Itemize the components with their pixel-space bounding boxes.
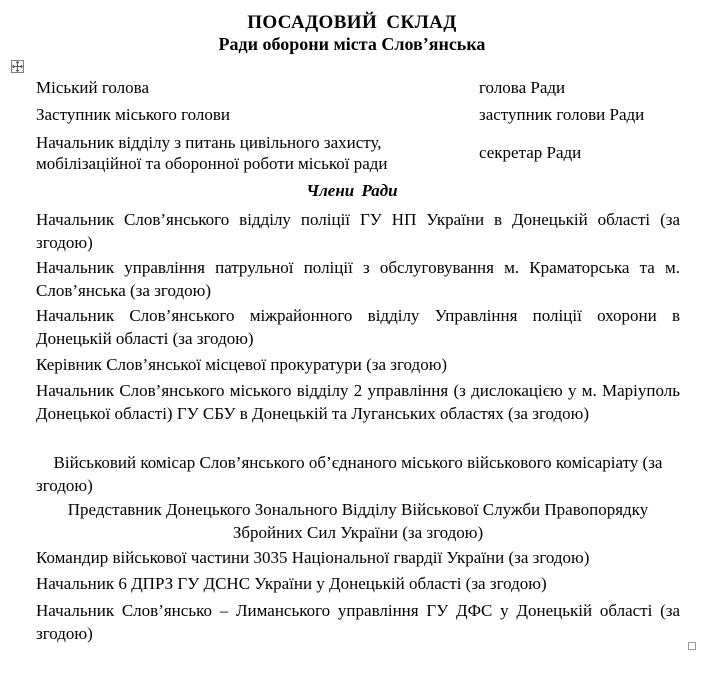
member-item: Начальник Слов’янського міського відділу 2 управління (з дислокацією у м. Маріуполь Донецької області) ГУ СБУ в Донецькій та Луганських областях (за згодою) [36,381,680,423]
member-item: Начальник 6 ДПРЗ ГУ ДСНС України у Донецькій області (за згодою) [36,574,547,593]
officer-role-chair: голова Ради [479,78,566,97]
members-heading: Члени Ради [306,181,398,200]
member-item: Керівник Слов’янської місцевої прокуратури (за згодою) [36,355,448,374]
member-item: Військовий комісар Слов’янського об’єднаного міського військового комісаріату (за згодою) [36,453,663,495]
member-item: Командир військової частини 3035 Національної гвардії України (за згодою) [36,548,590,567]
member-item: Начальник Слов’янського міжрайонного відділу Управління поліції охорони в Донецькій області (за згодою) [36,306,680,348]
member-item: Представник Донецького Зонального Відділу Військової Служби Правопорядку Збройних Сил України (за згодою) [67,500,649,542]
document-subtitle: Ради оборони міста Слов’янська [218,34,486,54]
table-resize-handle-icon[interactable] [688,642,696,650]
officer-position-deputy: Заступник міського голови [36,105,231,124]
officer-role-deputy-chair: заступник голови Ради [479,105,645,124]
officer-role-secretary: секретар Ради [479,143,582,162]
document-title: ПОСАДОВИЙ СКЛАД [247,12,457,33]
table-move-handle-icon[interactable] [11,60,24,73]
officer-position-civil-defense-line1: Начальник відділу з питань цивільного захисту, [36,133,382,152]
member-item: Начальник управління патрульної поліції з обслуговування м. Краматорська та м. Слов’янська (за згодою) [36,258,680,300]
officer-position-civil-defense-line2: мобілізаційної та оборонної роботи міської ради [36,154,388,173]
officer-position-mayor: Міський голова [36,78,149,97]
member-item: Начальник Слов’янсько – Лиманського управління ГУ ДФС у Донецькій області (за згодою) [36,601,680,643]
member-item: Начальник Слов’янського відділу поліції ГУ НП України в Донецькій області (за згодою) [36,210,680,252]
